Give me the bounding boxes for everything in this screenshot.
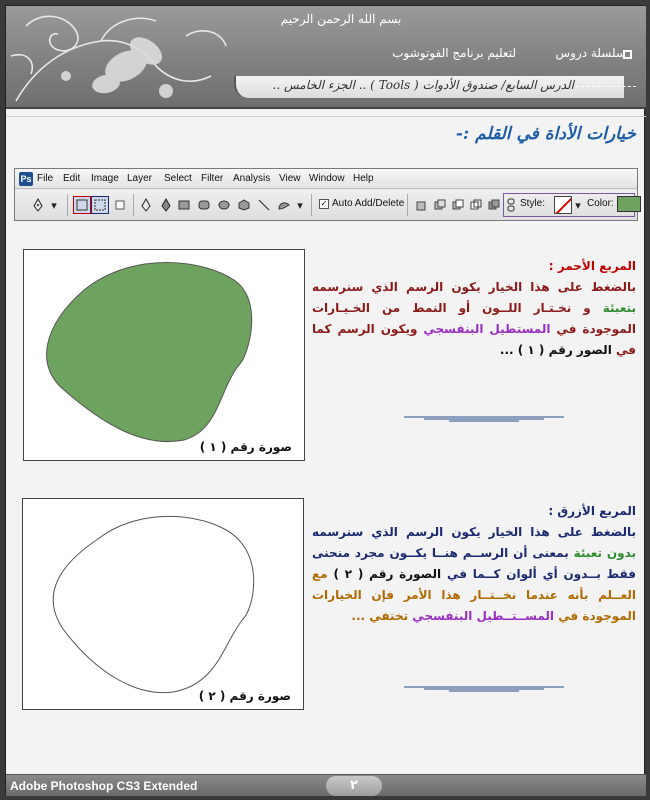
separator	[311, 194, 312, 216]
photoshop-toolbar	[14, 168, 638, 221]
chevron-down-icon[interactable]: ▾	[297, 198, 303, 212]
chevron-down-icon[interactable]: ▾	[51, 198, 57, 212]
app-name: Adobe Photoshop CS3 Extended	[10, 779, 198, 793]
path-exclude-icon[interactable]	[485, 196, 503, 214]
path-subtract-icon[interactable]	[449, 196, 467, 214]
separator	[67, 194, 68, 216]
separator	[407, 194, 408, 216]
menu-view[interactable]: View	[279, 173, 301, 184]
options-bar	[15, 190, 637, 220]
series-subtitle: لتعليم برنامج الفوتوشوب	[392, 46, 516, 60]
line-tool-icon[interactable]	[255, 196, 273, 214]
rounded-rectangle-tool-icon[interactable]	[195, 196, 213, 214]
paragraph-text: مع العــلم بأنه عندما نخــتــار	[312, 567, 636, 602]
paragraph-highlight: المســتــطيل	[476, 609, 555, 623]
paragraph-text: كما في	[312, 322, 636, 357]
paragraph-text: الصورة رقم ( ٢ )	[333, 567, 442, 581]
paragraph-text: ويكون الرسم	[337, 322, 418, 336]
photoshop-logo-icon: Ps	[20, 174, 32, 184]
menu-bar	[15, 169, 637, 189]
paragraph-highlight: المستطيل البنفسجي	[423, 322, 551, 336]
paragraph-text: هذا الأمر فإن الخيارات الموجودة في	[312, 588, 636, 623]
paragraph-text: بالضغط على هذا الخيار يكون الرسم الذي سنرسمه	[312, 280, 636, 294]
figure-2	[22, 498, 304, 710]
path-combine-icon[interactable]	[413, 196, 431, 214]
red-square-heading: المربع الأحمر :	[548, 259, 636, 273]
paragraph-text: الموجودة في	[556, 322, 636, 336]
ellipse-tool-icon[interactable]	[215, 196, 233, 214]
style-label: Style:	[520, 198, 546, 209]
dashed-divider	[576, 86, 636, 87]
style-swatch[interactable]	[554, 196, 572, 214]
separator	[133, 194, 134, 216]
menu-layer[interactable]: Layer	[127, 173, 153, 184]
auto-add-delete-label: Auto Add/Delete	[332, 198, 405, 209]
paragraph-text: و نخـتـار اللــون أو النمط من الخـيـارات	[312, 301, 591, 315]
series-label: سلسلة دروس	[555, 46, 626, 60]
section-title: خيارات الأداة في القلم :-	[455, 124, 636, 144]
menu-select[interactable]: Select	[164, 173, 192, 184]
custom-shape-tool-icon[interactable]	[275, 196, 293, 214]
polygon-tool-icon[interactable]	[235, 196, 253, 214]
menu-window[interactable]: Window	[309, 173, 345, 184]
freeform-pen-icon[interactable]	[157, 196, 175, 214]
ornament-divider-icon	[404, 686, 564, 692]
outline-shape	[23, 499, 303, 709]
auto-add-delete-checkbox[interactable]: ✓	[320, 199, 328, 208]
figure-1-caption: صورة رقم ( ١ )	[199, 440, 292, 454]
paragraph-text: الصور رقم ( ١ ) ...	[499, 343, 612, 357]
pen-tool-icon[interactable]	[29, 196, 47, 214]
header-banner	[6, 6, 646, 109]
title-rule	[6, 116, 646, 117]
shape-layers-button[interactable]	[73, 196, 91, 214]
ornament-divider-icon	[404, 416, 564, 422]
paragraph-highlight: بدون تعبئة	[573, 546, 637, 560]
floral-decoration-icon	[6, 6, 236, 109]
chevron-down-icon[interactable]: ▾	[575, 198, 581, 212]
paragraph-text: تختفي ...	[351, 609, 409, 623]
paragraph-text: مجرد منحنى فقط بــدون أي ألوان كــما في	[312, 546, 636, 581]
path-add-icon[interactable]	[431, 196, 449, 214]
figure-2-description	[312, 501, 636, 627]
figure-2-caption: صورة رقم ( ٢ )	[198, 689, 291, 703]
page-number: ٢	[326, 776, 382, 796]
paragraph-highlight: بتعبئة	[602, 301, 636, 315]
link-icon[interactable]	[505, 196, 517, 214]
color-swatch[interactable]	[617, 196, 641, 212]
page	[5, 5, 645, 795]
paragraph-highlight: البنفسجي	[412, 609, 473, 623]
paragraph-text: بمعنى أن الرســم هنــا يكــون	[389, 546, 569, 560]
color-label: Color:	[587, 198, 614, 209]
fill-pixels-button[interactable]	[111, 196, 129, 214]
paragraph-text: بالضغط على هذا الخيار يكون الرسم الذي سنرسمه	[312, 525, 636, 539]
menu-analysis[interactable]: Analysis	[233, 173, 271, 184]
pen-icon[interactable]	[137, 196, 155, 214]
paths-button[interactable]	[91, 196, 109, 214]
menu-filter[interactable]: Filter	[201, 173, 224, 184]
path-intersect-icon[interactable]	[467, 196, 485, 214]
menu-help[interactable]: Help	[353, 173, 374, 184]
rectangle-tool-icon[interactable]	[175, 196, 193, 214]
menu-file[interactable]: File	[37, 173, 54, 184]
blue-square-heading: المربع الأزرق :	[548, 504, 636, 518]
lesson-title: الدرس السابع/ صندوق الأدوات ( Tools ) .. الجزء الخامس ..	[272, 78, 574, 92]
figure-1-description	[312, 256, 636, 361]
figure-1	[23, 249, 305, 461]
footer	[6, 774, 646, 796]
bismillah-text: بسم الله الرحمن الرحيم	[280, 12, 402, 26]
menu-edit[interactable]: Edit	[63, 173, 81, 184]
filled-shape	[24, 250, 304, 460]
menu-image[interactable]: Image	[91, 173, 119, 184]
